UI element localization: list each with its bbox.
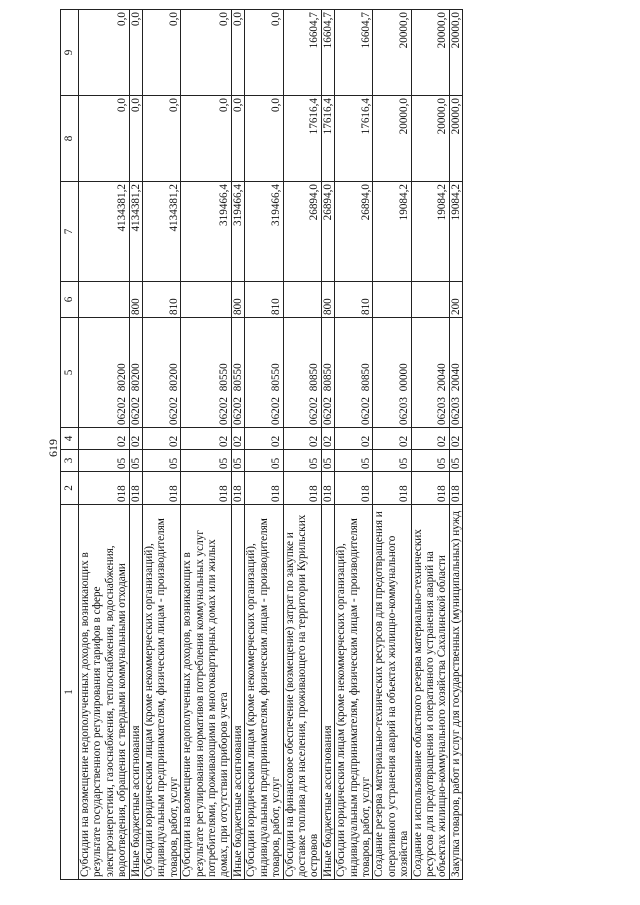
row-name-cell: Субсидии на возмещение недополученных доходов, возникающих в результате регулирования нормативов потребления коммунальных услуг потребителями, проживающими в многоквартирных домах или жилых домах, при отсутствии приборов учета [181, 505, 232, 880]
amount-year1-cell: 319466,4 [245, 182, 283, 282]
header-cell: 8 [61, 96, 79, 182]
amount-year3-cell: 0,0 [245, 10, 283, 96]
budget-table [60, 9, 463, 880]
code-subsection-cell: 02 [321, 428, 334, 450]
header-cell: 4 [61, 428, 79, 450]
row-name-cell: Иные бюджетные ассигнования [231, 505, 244, 880]
amount-year3-cell: 16604,7 [283, 10, 321, 96]
table-row [321, 10, 334, 880]
table-row [181, 10, 232, 880]
code-expense-type-cell: 810 [245, 282, 283, 318]
code-subsection-cell: 02 [411, 428, 449, 450]
code-admin-cell: 018 [321, 472, 334, 505]
code-subsection-cell: 02 [231, 428, 244, 450]
code-admin-cell: 018 [181, 472, 232, 505]
code-target-cell: 06202 80850 [335, 318, 373, 428]
amount-year2-cell: 0,0 [143, 96, 181, 182]
code-expense-type-cell: 800 [321, 282, 334, 318]
code-target-cell: 06202 80550 [181, 318, 232, 428]
code-subsection-cell: 02 [181, 428, 232, 450]
amount-year1-cell: 19084,2 [373, 182, 411, 282]
code-subsection-cell: 02 [143, 428, 181, 450]
amount-year2-cell: 20000,0 [449, 96, 462, 182]
amount-year1-cell: 19084,2 [449, 182, 462, 282]
code-expense-type-cell: 800 [231, 282, 244, 318]
amount-year1-cell: 4134381,2 [143, 182, 181, 282]
code-admin-cell: 018 [231, 472, 244, 505]
code-admin-cell: 018 [245, 472, 283, 505]
code-admin-cell: 018 [373, 472, 411, 505]
table-row [245, 10, 283, 880]
code-admin-cell: 018 [79, 472, 130, 505]
amount-year3-cell: 20000,0 [411, 10, 449, 96]
code-target-cell: 06202 80200 [143, 318, 181, 428]
amount-year2-cell: 20000,0 [411, 96, 449, 182]
code-expense-type-cell: 810 [335, 282, 373, 318]
header-cell: 5 [61, 318, 79, 428]
amount-year1-cell: 319466,4 [181, 182, 232, 282]
code-admin-cell: 018 [143, 472, 181, 505]
header-cell: 3 [61, 450, 79, 472]
code-expense-type-cell [181, 282, 232, 318]
amount-year2-cell: 0,0 [245, 96, 283, 182]
code-subsection-cell: 02 [245, 428, 283, 450]
row-name-cell: Субсидии на финансовое обеспечение (возмещение) затрат по закупке и доставке топлива для населения, проживающего на территории Курильских островов [283, 505, 321, 880]
code-target-cell: 06202 80550 [245, 318, 283, 428]
amount-year2-cell: 20000,0 [373, 96, 411, 182]
amount-year2-cell: 17616,4 [321, 96, 334, 182]
code-section-cell: 05 [449, 450, 462, 472]
code-admin-cell: 018 [335, 472, 373, 505]
amount-year1-cell: 26894,0 [321, 182, 334, 282]
code-section-cell: 05 [321, 450, 334, 472]
code-subsection-cell: 02 [449, 428, 462, 450]
amount-year3-cell: 0,0 [231, 10, 244, 96]
code-admin-cell: 018 [449, 472, 462, 505]
row-name-cell: Субсидии юридическим лицам (кроме некоммерческих организаций), индивидуальным предпринимателям, физическим лицам - производителям товаров, работ, услуг [245, 505, 283, 880]
code-target-cell: 06202 80200 [79, 318, 130, 428]
amount-year3-cell: 20000,0 [373, 10, 411, 96]
amount-year1-cell: 4134381,2 [79, 182, 130, 282]
code-subsection-cell: 02 [283, 428, 321, 450]
table-row [373, 10, 411, 880]
code-expense-type-cell: 810 [143, 282, 181, 318]
table-row [129, 10, 142, 880]
code-section-cell: 05 [231, 450, 244, 472]
amount-year3-cell: 0,0 [143, 10, 181, 96]
amount-year2-cell: 0,0 [231, 96, 244, 182]
code-section-cell: 05 [373, 450, 411, 472]
code-expense-type-cell [411, 282, 449, 318]
header-cell: 1 [61, 505, 79, 880]
table-row [231, 10, 244, 880]
row-name-cell: Закупка товаров, работ и услуг для государственных (муниципальных) нужд [449, 505, 462, 880]
amount-year3-cell: 0,0 [181, 10, 232, 96]
code-expense-type-cell [283, 282, 321, 318]
amount-year3-cell: 0,0 [79, 10, 130, 96]
code-section-cell: 05 [245, 450, 283, 472]
code-expense-type-cell: 800 [129, 282, 142, 318]
code-target-cell: 06203 20040 [411, 318, 449, 428]
amount-year3-cell: 0,0 [129, 10, 142, 96]
code-section-cell: 05 [143, 450, 181, 472]
header-cell: 2 [61, 472, 79, 505]
header-row [61, 10, 79, 880]
code-section-cell: 05 [181, 450, 232, 472]
table-row [143, 10, 181, 880]
rotated-page [46, 10, 635, 880]
table-row [411, 10, 449, 880]
code-section-cell: 05 [335, 450, 373, 472]
code-target-cell: 06202 80550 [231, 318, 244, 428]
header-cell: 9 [61, 10, 79, 96]
row-name-cell: Субсидии юридическим лицам (кроме некоммерческих организаций), индивидуальным предпринимателям, физическим лицам - производителям товаров, работ, услуг [335, 505, 373, 880]
amount-year2-cell: 0,0 [79, 96, 130, 182]
row-name-cell: Иные бюджетные ассигнования [129, 505, 142, 880]
code-admin-cell: 018 [129, 472, 142, 505]
code-admin-cell: 018 [411, 472, 449, 505]
page-number: 619 [46, 439, 60, 457]
code-expense-type-cell [79, 282, 130, 318]
amount-year3-cell: 20000,0 [449, 10, 462, 96]
code-target-cell: 06203 00000 [373, 318, 411, 428]
code-section-cell: 05 [283, 450, 321, 472]
amount-year1-cell: 26894,0 [335, 182, 373, 282]
amount-year2-cell: 17616,4 [335, 96, 373, 182]
code-subsection-cell: 02 [335, 428, 373, 450]
amount-year1-cell: 19084,2 [411, 182, 449, 282]
code-subsection-cell: 02 [129, 428, 142, 450]
row-name-cell: Создание и использование областного резерва материально-технических ресурсов для предотвращения и оперативного устранения аварий на объектах жилищно-коммунального хозяйства Сахалинской области [411, 505, 449, 880]
code-expense-type-cell: 200 [449, 282, 462, 318]
header-cell: 7 [61, 182, 79, 282]
code-target-cell: 06202 80850 [283, 318, 321, 428]
code-section-cell: 05 [129, 450, 142, 472]
amount-year2-cell: 17616,4 [283, 96, 321, 182]
row-name-cell: Создание резерва материально-технических ресурсов для предотвращения и оперативного устранения аварий на объектах жилищно-коммунального хозяйства [373, 505, 411, 880]
code-target-cell: 06202 80850 [321, 318, 334, 428]
code-subsection-cell: 02 [79, 428, 130, 450]
amount-year3-cell: 16604,7 [321, 10, 334, 96]
header-cell: 6 [61, 282, 79, 318]
amount-year1-cell: 26894,0 [283, 182, 321, 282]
table-row [79, 10, 130, 880]
code-section-cell: 05 [411, 450, 449, 472]
code-target-cell: 06203 20040 [449, 318, 462, 428]
code-expense-type-cell [373, 282, 411, 318]
amount-year1-cell: 4134381,2 [129, 182, 142, 282]
amount-year2-cell: 0,0 [181, 96, 232, 182]
amount-year3-cell: 16604,7 [335, 10, 373, 96]
code-section-cell: 05 [79, 450, 130, 472]
table-row [335, 10, 373, 880]
code-admin-cell: 018 [283, 472, 321, 505]
table-row [283, 10, 321, 880]
row-name-cell: Субсидии юридическим лицам (кроме некоммерческих организаций), индивидуальным предпринимателям, физическим лицам - производителям товаров, работ, услуг [143, 505, 181, 880]
table-row [449, 10, 462, 880]
amount-year2-cell: 0,0 [129, 96, 142, 182]
code-target-cell: 06202 80200 [129, 318, 142, 428]
row-name-cell: Субсидии на возмещение недополученных доходов, возникающих в результате государственного регулирования тарифов в сфере электроэнергетики, газоснабжения, теплоснабжения, водоснабжения, водоотведения, обращения с твердыми коммунальными отходами [79, 505, 130, 880]
amount-year1-cell: 319466,4 [231, 182, 244, 282]
code-subsection-cell: 02 [373, 428, 411, 450]
row-name-cell: Иные бюджетные ассигнования [321, 505, 334, 880]
